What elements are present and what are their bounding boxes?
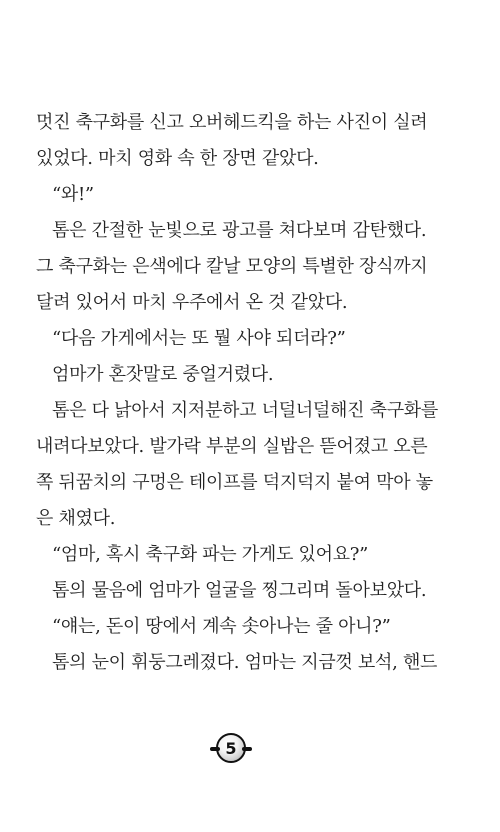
page-number: 5 [225,738,237,758]
text-line-3: “와!” [52,184,94,205]
text-line-10: 내려다보았다. 발가락 부분의 실밥은 뜯어졌고 오른 [36,436,428,457]
text-line-5: 그 축구화는 은색에다 칼날 모양의 특별한 장식까지 [36,256,428,277]
text-line-7: “다음 가게에서는 또 뭘 사야 되더라?” [52,328,346,349]
text-line-11: 쪽 뒤꿈치의 구멍은 테이프를 덕지덕지 붙여 막아 놓 [36,472,433,493]
text-line-14: 톰의 물음에 엄마가 얼굴을 찡그리며 돌아보았다. [52,580,427,601]
text-line-6: 달려 있어서 마치 우주에서 온 것 같았다. [36,292,348,313]
text-line-2: 있었다. 마치 영화 속 한 장면 같았다. [36,148,319,169]
text-line-1: 멋진 축구화를 신고 오버헤드킥을 하는 사진이 실려 [36,112,428,133]
text-line-12: 은 채였다. [36,508,116,529]
text-line-9: 톰은 다 낡아서 지저분하고 너덜너덜해진 축구화를 [52,400,438,421]
text-line-16: 톰의 눈이 휘둥그레졌다. 엄마는 지금껏 보석, 핸드 [52,652,438,673]
text-line-15: “얘는, 돈이 땅에서 계속 솟아나는 줄 아니?” [52,616,391,637]
text-line-13: “엄마, 혹시 축구화 파는 가게도 있어요?” [52,544,369,565]
page-number-badge [208,732,254,766]
text-line-8: 엄마가 혼잣말로 중얼거렸다. [52,364,274,385]
text-line-4: 톰은 간절한 눈빛으로 광고를 쳐다보며 감탄했다. [52,220,427,241]
